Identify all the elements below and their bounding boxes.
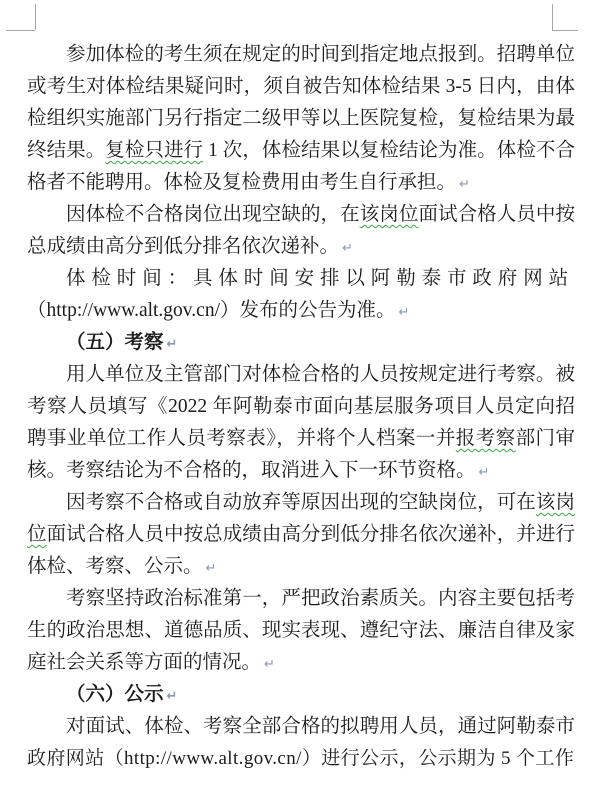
paragraph-mark-icon: ↵ — [478, 465, 490, 480]
text-run: 参加体检的考生须在规定的时间到指定地点报到。招聘单位 — [66, 44, 575, 65]
text-run: 用人单位及主管部门对体检合格的人员按规定进行考察。被 — [66, 364, 575, 385]
text-run: 体检时间：具体时间安排以阿勒泰市政府网站 — [66, 268, 575, 289]
paragraph — [27, 487, 575, 583]
paragraph-mark-icon: ↵ — [398, 305, 410, 320]
document-body — [27, 39, 575, 775]
text-run: 1 次，体检结果以复检结论为准。体检不合 — [203, 140, 575, 161]
grammar-squiggle-text: 复检只进行 — [105, 140, 204, 161]
text-run: 庭社会关系等方面的情况。 — [27, 652, 262, 673]
text-run: 检组织实施部门另行指定二级甲等以上医院复检，复检结果为最 — [27, 108, 575, 129]
paragraph — [27, 199, 575, 263]
paragraph — [27, 39, 575, 199]
text-run: 考察坚持政治标准第一，严把政治素质关。内容主要包括考 — [66, 588, 575, 609]
text-line — [27, 327, 575, 359]
text-line — [27, 199, 575, 231]
text-run: 核。考察结论为不合格的，取消进入下一环节资格。 — [27, 460, 476, 481]
text-line — [27, 71, 575, 103]
text-line — [27, 551, 575, 583]
text-run: 部门审 — [515, 428, 575, 449]
paragraph — [27, 711, 575, 775]
paragraph-mark-icon: ↵ — [342, 241, 353, 256]
text-run: 考察人员填写《2022 年阿勒泰市面向基层服务项目人员定向招 — [27, 396, 575, 417]
text-line — [27, 423, 575, 455]
grammar-squiggle-text: 该岗位 — [359, 204, 419, 225]
text-line — [27, 583, 575, 615]
crop-mark-top-right-horizontal — [552, 30, 578, 31]
text-run: 因考察不合格或自动放弃等原因出现的空缺岗位，可在 — [66, 492, 536, 513]
text-run: 格者不能聘用。体检及复检费用由考生自行承担。 — [27, 172, 457, 193]
text-run: （http://www.alt.gov.cn/）发布的公告为准。 — [27, 300, 396, 321]
text-run: 生的政治思想、道德品质、现实表现、遵纪守法、廉洁自律及家 — [27, 620, 575, 641]
paragraph-mark-icon: ↵ — [166, 337, 178, 352]
text-run: 政府网站（http://www.alt.gov.cn/）进行公示，公示期为 5 个工作 — [27, 748, 575, 769]
text-run: 总成绩由高分到低分排名依次递补。 — [27, 236, 340, 257]
paragraph — [27, 359, 575, 487]
text-line — [27, 519, 575, 551]
grammar-squiggle-text: 位 — [27, 524, 47, 545]
text-line — [27, 167, 575, 199]
text-run: （五）考察 — [66, 332, 164, 353]
text-run: 或考生对体检结果疑问时，须自被告知体检结果 3-5 日内，由体 — [27, 76, 575, 97]
text-run: 面试合格人员中按 — [418, 204, 575, 225]
text-line — [27, 39, 575, 71]
text-line — [27, 231, 575, 263]
text-line — [27, 615, 575, 647]
text-line — [27, 391, 575, 423]
text-run: 终结果。 — [27, 140, 106, 161]
text-run: 对面试、体检、考察全部合格的拟聘用人员，通过阿勒泰市 — [66, 716, 575, 737]
text-line — [27, 487, 575, 519]
text-line — [27, 455, 575, 487]
section-heading — [27, 679, 575, 711]
grammar-squiggle-text: 该岗 — [535, 492, 575, 513]
text-run: 体检、考察、公示。 — [27, 556, 203, 577]
paragraph-mark-icon: ↵ — [264, 657, 275, 672]
text-run: （六）公示 — [66, 684, 164, 705]
text-line — [27, 135, 575, 167]
text-line — [27, 103, 575, 135]
text-line — [27, 743, 575, 775]
text-line — [27, 295, 575, 327]
paragraph-mark-icon: ↵ — [166, 689, 178, 704]
paragraph — [27, 263, 575, 327]
text-line — [27, 263, 575, 295]
section-heading — [27, 327, 575, 359]
grammar-squiggle-text: 报考察 — [455, 428, 516, 449]
text-run: 面试合格人员中按总成绩由高分到低分排名依次递补，并进行 — [46, 524, 575, 545]
text-line — [27, 359, 575, 391]
paragraph-mark-icon: ↵ — [205, 561, 217, 576]
text-line — [27, 711, 575, 743]
crop-mark-top-left-horizontal — [6, 30, 35, 31]
text-run: 因体检不合格岗位出现空缺的，在 — [66, 204, 360, 225]
text-run: 聘事业单位工作人员考察表》，并将个人档案一并 — [27, 428, 456, 449]
text-line — [27, 647, 575, 679]
crop-mark-top-right-vertical — [552, 4, 553, 30]
paragraph — [27, 583, 575, 679]
paragraph-mark-icon: ↵ — [459, 177, 470, 192]
text-line — [27, 679, 575, 711]
crop-mark-top-left-vertical — [35, 4, 36, 30]
